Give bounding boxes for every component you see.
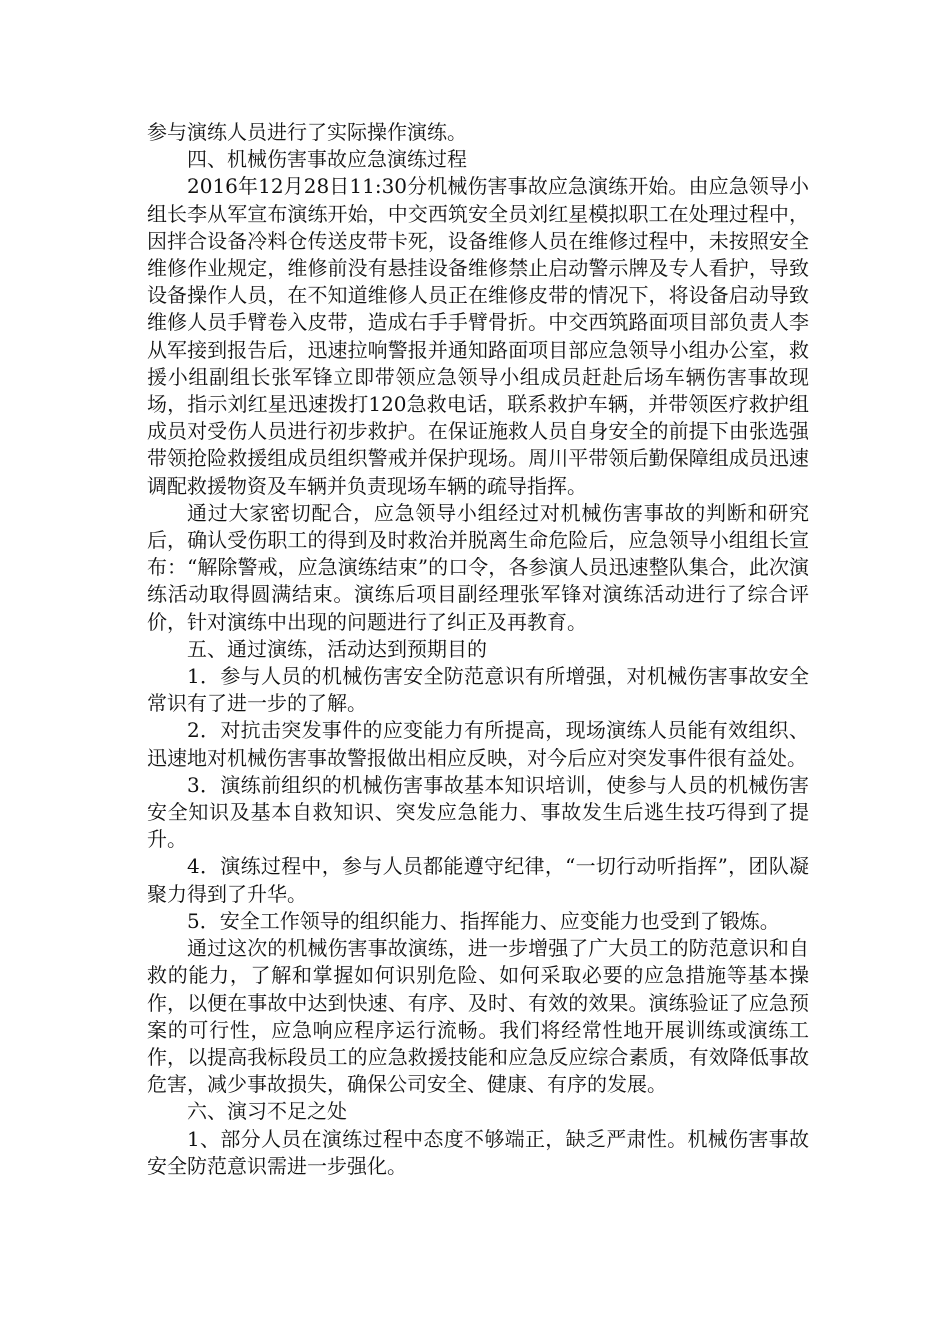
list-item-2: 2．对抗击突发事件的应变能力有所提高，现场演练人员能有效组织、迅速地对机械伤害事故警报做出相应反映，对今后应对突发事件很有益处。 xyxy=(147,718,809,770)
list-item-1: 1．参与人员的机械伤害安全防范意识有所增强，对机械伤害事故安全常识有了进一步的了解。 xyxy=(147,664,809,716)
section-heading-5: 五、通过演练，活动达到预期目的 xyxy=(187,636,487,661)
list-item-5: 5．安全工作领导的组织能力、指挥能力、应变能力也受到了锻炼。 xyxy=(187,908,780,933)
list-item-4: 4．演练过程中，参与人员都能遵守纪律，“一切行动听指挥”，团队凝聚力得到了升华。 xyxy=(147,854,809,906)
shortcoming-item-1: 1、部分人员在演练过程中态度不够端正，缺乏严肃性。机械伤害事故安全防范意识需进一步强化。 xyxy=(147,1126,809,1178)
document-page xyxy=(147,119,809,1180)
section-heading-6: 六、演习不足之处 xyxy=(187,1099,347,1124)
paragraph-drill-conclusion: 通过大家密切配合，应急领导小组经过对机械伤害事故的判断和研究后，确认受伤职工的得到及时救治并脱离生命危险后，应急领导小组组长宣布：“解除警戒，应急演练结束”的口令，各参演人员迅速整队集合，此次演练活动取得圆满结束。演练后项目副经理张军锋对演练活动进行了综合评价，针对演练中出现的问题进行了纠正及再教育。 xyxy=(147,500,809,634)
section-heading-4: 四、机械伤害事故应急演练过程 xyxy=(187,147,467,172)
paragraph-summary: 通过这次的机械伤害事故演练，进一步增强了广大员工的防范意识和自救的能力，了解和掌握如何识别危险、如何采取必要的应急措施等基本操作，以便在事故中达到快速、有序、及时、有效的效果。演练验证了应急预案的可行性，应急响应程序运行流畅。我们将经常性地开展训练或演练工作，以提高我标段员工的应急救援技能和应急反应综合素质，有效降低事故危害，减少事故损失，确保公司安全、健康、有序的发展。 xyxy=(147,936,809,1097)
paragraph-continuation: 参与演练人员进行了实际操作演练。 xyxy=(147,120,467,144)
paragraph-drill-process: 2016年12月28日11:30分机械伤害事故应急演练开始。由应急领导小组长李从军宣布演练开始，中交西筑安全员刘红星模拟职工在处理过程中，因拌合设备冷料仓传送皮带卡死，设备维修人员在维修过程中，未按照安全维修作业规定，维修前没有悬挂设备维修禁止启动警示牌及专人看护，导致设备操作人员，在不知道维修人员正在维修皮带的情况下，将设备启动导致维修人员手臂卷入皮带，造成右手手臂骨折。中交西筑路面项目部负责人李从军接到报告后，迅速拉响警报并通知路面项目部应急领导小组办公室，救援小组副组长张军锋立即带领应急领导小组成员赶赴后场车辆伤害事故现场，指示刘红星迅速拨打120急救电话，联系救护车辆，并带领医疗救护组成员对受伤人员进行初步救护。在保证施救人员自身安全的前提下由张选强带领抢险救援组成员组织警戒并保护现场。周川平带领后勤保障组成员迅速调配救援物资及车辆并负责现场车辆的疏导指挥。 xyxy=(147,174,809,498)
list-item-3: 3．演练前组织的机械伤害事故基本知识培训，使参与人员的机械伤害安全知识及基本自救知识、突发应急能力、事故发生后逃生技巧得到了提升。 xyxy=(147,772,809,852)
